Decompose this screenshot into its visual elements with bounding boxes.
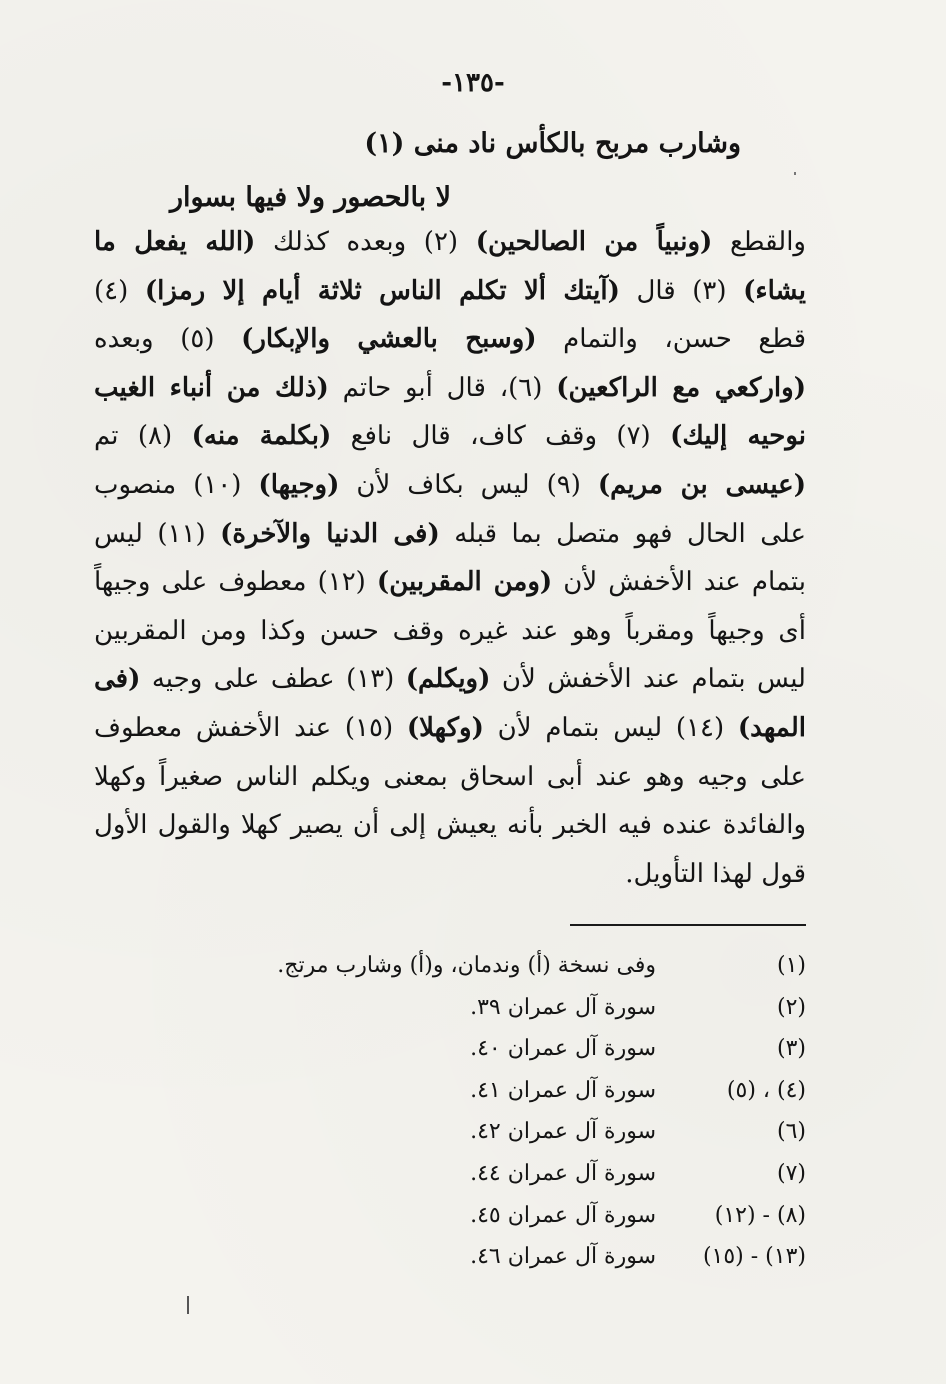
poem-verse-first-hemistich: وشارب مربح بالكأس ناد منى (١) [364,128,741,159]
text-line [94,801,806,850]
commentary-text: (١٥) عند الأخفش معطوف [94,712,407,743]
quranic-quote: يشاء) [743,275,806,306]
quranic-quote: (آيتك ألا تكلم الناس ثلاثة أيام إلا رمزا) [144,275,620,306]
footnote-number: (٨) - (١٢) [714,1202,806,1228]
footnote-text: سورة آل عمران ٤٤. [470,1160,656,1186]
commentary-text: ليس بتمام عند الأخفش لأن [490,664,806,695]
quranic-quote: (ونبياً من الصالحين) [475,227,713,257]
text-line [94,461,806,510]
text-line [94,753,806,802]
quranic-quote: (وكهلا) [406,712,484,743]
footnote-item [106,1114,806,1156]
footnote-number: (٦) [776,1119,806,1145]
footnote-number: (٧) [776,1160,806,1186]
quranic-quote: (ومن المقربين) [376,567,553,598]
poem-verse-second-hemistich: لا بالحصور ولا فيها بسوار [169,182,451,213]
commentary-text: بتمام عند الأخفش لأن [552,567,806,598]
commentary-text: (١٣) عطف على وجيه [140,664,406,695]
footnote-item [106,990,806,1032]
footnote-number: (٢) [776,994,806,1020]
quranic-quote: نوحيه إليك) [670,421,806,452]
quranic-quote: (الله يفعل ما [94,227,256,257]
text-line [94,704,806,753]
commentary-text: قول لهذا التأويل. [625,858,806,889]
text-line [94,607,806,656]
commentary-text: (٦)، قال أبو حاتم [328,372,557,403]
commentary-text: (٣) قال [619,275,744,306]
commentary-text: على الحال فهو متصل بما قبله [439,518,806,549]
text-line [94,412,806,461]
quranic-quote: (وجيها) [258,469,340,500]
text-line [94,267,806,316]
quranic-quote: المهد) [737,712,806,743]
footnote-number: (٤) ، (٥) [726,1077,806,1103]
quranic-quote: (فى الدنيا والآخرة) [220,518,440,549]
quranic-quote: (عيسى بن مريم) [597,469,806,500]
quranic-quote: (ويكلم) [405,664,491,695]
text-line [94,510,806,559]
footnote-text: سورة آل عمران ٤٠. [470,1036,656,1062]
footnote-number: (٣) [776,1036,806,1062]
footnote-item [106,1156,806,1198]
text-line [94,850,806,899]
quranic-quote: (فى [94,664,141,695]
commentary-text: (٧) وقف كاف، قال نافع [331,421,671,452]
footnote-number: (١٣) - (١٥) [702,1244,806,1270]
quranic-quote: (واركعي مع الراكعين) [556,372,806,403]
commentary-text: (١١) ليس [94,518,221,549]
footnote-text: سورة آل عمران ٤٢. [470,1119,656,1145]
commentary-text: (٤) [94,275,145,306]
quranic-quote: (بكلمة منه) [191,421,332,452]
commentary-text: (١٢) معطوف على وجيهاً [94,567,377,598]
footnote-text: سورة آل عمران ٤٥. [470,1202,656,1228]
commentary-text: (٢) وبعده كذلك [255,227,476,257]
commentary-text: والقطع [712,227,806,257]
footnote-separator [570,924,806,926]
page-speck [794,172,796,175]
footnote-text: سورة آل عمران ٤١. [470,1077,656,1103]
quranic-quote: (وسبح بالعشي والإبكار) [241,324,537,355]
footnote-item [106,1031,806,1073]
footnote-item [106,1198,806,1240]
commentary-text: (١٠) منصوب [94,469,259,500]
margin-mark [187,1296,189,1314]
commentary-text: أى وجيهاً ومقرباً وهو عند غيره وقف حسن وكذا ومن المقربين [94,615,806,646]
text-line [94,364,806,413]
quranic-quote: (ذلك من أنباء الغيب [94,372,329,403]
text-line [94,558,806,607]
footnote-item [106,948,806,990]
footnote-text: وفى نسخة (أ) وندمان، و(أ) وشارب مرتج. [277,953,656,978]
footnotes-list [106,948,806,1281]
text-line [94,655,806,704]
commentary-text: قطع حسن، والتمام [536,324,806,355]
commentary-text: والفائدة عنده فيه الخبر بأنه يعيش إلى أن يصير كهلا والقول الأول [94,810,806,841]
footnote-text: سورة آل عمران ٤٦. [470,1244,656,1270]
commentary-text: (٥) وبعده [94,324,242,355]
page-number: -١٣٥- [441,68,505,98]
main-text-block [94,218,806,898]
commentary-text: على وجيه وهو عند أبى اسحاق بمعنى ويكلم الناس صغيراً وكهلا [94,761,806,792]
footnote-item [106,1239,806,1281]
text-line [94,315,806,364]
footnote-item [106,1073,806,1115]
commentary-text: (١٤) ليس بتمام لأن [483,712,738,743]
commentary-text: (٨) تم [94,421,192,452]
footnote-text: سورة آل عمران ٣٩. [470,994,656,1020]
footnote-number: (١) [776,953,806,978]
commentary-text: (٩) ليس بكاف لأن [339,469,598,500]
text-line [94,218,806,267]
